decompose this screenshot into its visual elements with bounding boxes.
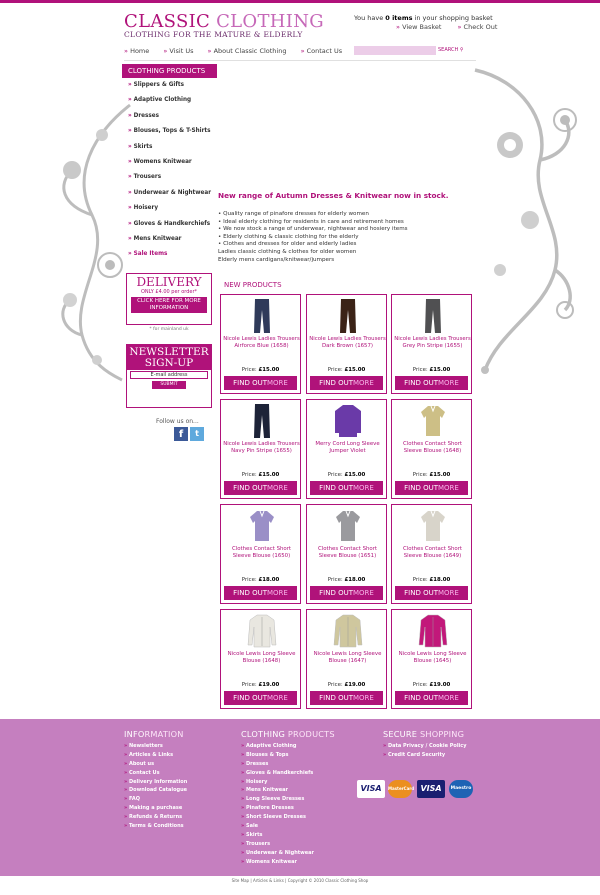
price-value: £19.00 (429, 682, 451, 688)
footer-info-link[interactable]: » Download Catalogue (124, 787, 187, 796)
intro-bullet: Elderly mens cardigans/knitwear/jumpers (218, 256, 335, 263)
product-price (392, 367, 471, 373)
footer-secure-title-1: SECURE (383, 729, 418, 739)
product-card[interactable] (220, 609, 301, 709)
footer-info-link[interactable]: » Making a purchase (124, 805, 187, 814)
product-card[interactable] (306, 294, 387, 394)
footer-info-title-1: INFO (124, 729, 145, 739)
footer-product-link[interactable]: » Dresses (241, 761, 335, 770)
footer-products-title-2: PRODUCTS (287, 729, 335, 739)
nav-home-label: Home (130, 47, 150, 55)
footer-info-link[interactable]: » About us (124, 761, 187, 770)
footer-product-link[interactable]: » Adaptive Clothing (241, 743, 335, 752)
delivery-note: * for mainland uk (149, 327, 189, 332)
product-name[interactable]: Nicole Lewis Long Sleeve Blouse (1645) (398, 651, 467, 664)
price-value: £15.00 (258, 472, 280, 478)
basket-links (396, 23, 513, 31)
nav-visit-label: Visit Us (169, 47, 194, 55)
footer-info-link[interactable]: » Refunds & Returns (124, 814, 187, 823)
product-card[interactable] (220, 399, 301, 499)
basket-count: 0 items (385, 14, 413, 22)
product-grid (220, 294, 473, 712)
price-value: £15.00 (344, 367, 366, 373)
more-label: MORE (353, 694, 374, 702)
price-label: Price: (327, 472, 343, 478)
product-price (221, 682, 300, 688)
more-label: MORE (353, 379, 374, 387)
price-value: £19.00 (344, 682, 366, 688)
new-products-heading: NEW PRODUCTS (224, 281, 282, 289)
product-name[interactable]: Clothes Contact Short Sleeve Blouse (1649) (402, 546, 463, 559)
footer-products-title (241, 729, 335, 739)
product-name[interactable]: Nicole Lewis Ladies Trousers Dark Brown (1657) (309, 336, 386, 349)
find-out-more-button[interactable] (395, 691, 468, 705)
checkout-link[interactable]: » Check Out (457, 23, 498, 31)
more-label: MORE (267, 379, 288, 387)
decorative-swirl-right (470, 60, 580, 380)
product-price (221, 472, 300, 478)
price-value: £19.00 (258, 682, 280, 688)
sidebar-categories (124, 82, 224, 267)
more-label: MORE (438, 694, 459, 702)
sidebar-item-skirts[interactable]: » Skirts (124, 144, 224, 159)
product-name[interactable]: Nicole Lewis Ladies Trousers Airforce Blue (1658) (223, 336, 300, 349)
product-card[interactable] (391, 294, 472, 394)
search-button-label: SEARCH (438, 47, 459, 53)
price-label: Price: (412, 367, 428, 373)
payment-card-logos (357, 780, 477, 800)
price-value: £15.00 (344, 472, 366, 478)
shirt-icon[interactable] (247, 613, 277, 649)
product-card[interactable] (306, 504, 387, 604)
site-logo[interactable] (124, 11, 324, 32)
visa-logo: VISA (357, 780, 385, 798)
delivery-subtitle: ONLY £4.00 per order* (140, 289, 198, 295)
footer-info-link[interactable]: » Terms & Conditions (124, 823, 187, 832)
follow-label: Follow us on... (156, 418, 199, 425)
find-out-label: FIND OUT (233, 589, 267, 597)
footer-secure-list (383, 743, 466, 761)
find-out-label: FIND OUT (404, 589, 438, 597)
jumper-icon[interactable] (333, 403, 363, 439)
find-out-more-button[interactable] (224, 481, 297, 495)
product-price (392, 472, 471, 478)
delivery-banner[interactable] (126, 273, 212, 325)
find-out-label: FIND OUT (404, 379, 438, 387)
more-label: MORE (438, 484, 459, 492)
more-label: MORE (438, 379, 459, 387)
newsletter-box (126, 344, 212, 408)
footer-product-link[interactable]: » Trousers (241, 841, 335, 850)
sidebar-item-gloves[interactable]: » Gloves & Handkerchiefs (124, 221, 224, 236)
sidebar-heading: CLOTHING PRODUCTS (122, 64, 217, 78)
product-card[interactable] (306, 609, 387, 709)
newsletter-submit-button[interactable]: SUBMIT (152, 381, 186, 389)
footer-secure-link[interactable]: » Credit Card Security (383, 752, 466, 761)
price-value: £15.00 (258, 367, 280, 373)
find-out-more-button[interactable] (224, 376, 297, 390)
shirt-icon[interactable] (418, 613, 448, 649)
newsletter-title: NEWSLETTER SIGN-UP (127, 345, 211, 370)
intro-bullet: • Elderly clothing & classic clothing for the elderly (218, 234, 408, 242)
find-out-more-button[interactable] (310, 586, 383, 600)
blouse-icon[interactable] (418, 508, 448, 544)
intro-bullet: • We now stock a range of underwear, nightwear and hosiery items (218, 226, 408, 234)
product-name[interactable]: Clothes Contact Short Sleeve Blouse (1648) (402, 441, 463, 454)
nav-visit-us[interactable]: » Visit Us (163, 47, 194, 55)
sidebar-item-blouses[interactable]: » Blouses, Tops & T-Shirts (124, 128, 224, 143)
product-card[interactable] (220, 294, 301, 394)
footer-products-list (241, 743, 335, 867)
more-label: MORE (267, 484, 288, 492)
search-button[interactable] (438, 47, 464, 53)
product-name[interactable]: Nicole Lewis Long Sleeve Blouse (1648) (227, 651, 296, 664)
product-price (307, 577, 386, 583)
footer-info-column (124, 729, 187, 832)
newsletter-email-field[interactable]: E-mail address (130, 371, 208, 379)
footer-secure-column (383, 729, 466, 761)
shirt-icon[interactable] (333, 613, 363, 649)
price-label: Price: (241, 577, 257, 583)
price-value: £18.00 (258, 577, 280, 583)
more-label: MORE (353, 484, 374, 492)
maestro-logo: Maestro (449, 780, 473, 798)
more-label: MORE (267, 694, 288, 702)
trousers-icon[interactable] (247, 403, 277, 439)
footer-info-link[interactable]: » FAQ (124, 796, 187, 805)
view-basket-label: View Basket (402, 23, 442, 31)
product-price (392, 682, 471, 688)
intro-bullet: • Quality range of pinafore dresses for elderly women (218, 211, 408, 219)
find-out-more-button[interactable] (224, 691, 297, 705)
twitter-icon[interactable]: t (190, 427, 204, 441)
product-price (307, 367, 386, 373)
find-out-more-button[interactable] (224, 586, 297, 600)
product-price (307, 682, 386, 688)
sidebar-item-dresses[interactable]: » Dresses (124, 113, 224, 128)
find-out-more-button[interactable] (395, 376, 468, 390)
footer-info-title (124, 729, 187, 739)
sidebar-item-knitwear[interactable]: » Womens Knitwear (124, 159, 224, 174)
footer-secure-title-2: SHOPPING (419, 729, 465, 739)
trousers-icon[interactable] (418, 298, 448, 334)
footer-secure-title (383, 729, 466, 739)
product-card[interactable] (306, 399, 387, 499)
price-label: Price: (327, 367, 343, 373)
product-name[interactable]: Nicole Lewis Long Sleeve Blouse (1647) (313, 651, 382, 664)
price-label: Price: (327, 577, 343, 583)
logo-tagline: CLOTHING FOR THE MATURE & ELDERLY (124, 30, 303, 39)
price-label: Price: (412, 682, 428, 688)
top-accent-bar (0, 0, 600, 3)
product-name[interactable]: Clothes Contact Short Sleeve Blouse (1651) (317, 546, 378, 559)
intro-bullets (218, 211, 408, 264)
price-label: Price: (412, 472, 428, 478)
product-card[interactable] (391, 399, 472, 499)
sidebar-item-hoisery[interactable]: » Hoisery (124, 205, 224, 220)
product-price (221, 577, 300, 583)
footer-info-list (124, 743, 187, 832)
product-name[interactable]: Nicole Lewis Ladies Trousers Grey Pin Stripe (1655) (394, 336, 471, 349)
main-headline: New range of Autumn Dresses & Knitwear now in stock. (218, 191, 449, 200)
basket-status (354, 14, 493, 22)
nav-home[interactable]: » Home (124, 47, 150, 55)
more-label: MORE (353, 589, 374, 597)
sidebar-item-slippers[interactable]: » Slippers & Gifts (124, 82, 224, 97)
find-out-label: FIND OUT (319, 694, 353, 702)
price-label: Price: (327, 682, 343, 688)
logo-word-2: CLOTHING (216, 11, 324, 32)
price-label: Price: (241, 367, 257, 373)
delivery-title: DELIVERY (136, 275, 202, 289)
copyright-line: Site Map | Articles & Links | Copyright © 2010 Classic Clothing Shop (231, 878, 369, 883)
footer-product-link[interactable]: » Blouses & Tops (241, 752, 335, 761)
footer-product-link[interactable]: » Short Sleeve Dresses (241, 814, 335, 823)
more-label: MORE (438, 589, 459, 597)
find-out-more-button[interactable] (395, 481, 468, 495)
find-out-label: FIND OUT (319, 589, 353, 597)
nav-about-label: About Classic Clothing (213, 47, 287, 55)
sidebar-item-adaptive[interactable]: » Adaptive Clothing (124, 97, 224, 112)
price-value: £18.00 (429, 577, 451, 583)
basket-text-before: You have (354, 14, 384, 22)
mastercard-logo: MasterCard (388, 780, 412, 798)
visa-electron-logo: VISA (417, 780, 445, 798)
trousers-icon[interactable] (333, 298, 363, 334)
find-out-label: FIND OUT (233, 484, 267, 492)
product-card[interactable] (220, 504, 301, 604)
price-value: £15.00 (429, 367, 451, 373)
find-out-more-button[interactable] (310, 481, 383, 495)
product-card[interactable] (391, 609, 472, 709)
footer-product-link[interactable]: » Gloves & Handkerchiefs (241, 770, 335, 779)
intro-bullet: • Clothes and dresses for older and elderly ladies (218, 241, 408, 249)
price-value: £18.00 (344, 577, 366, 583)
search-icon: ⚲ (459, 47, 464, 53)
footer-product-link[interactable]: » Underwear & Nightwear (241, 850, 335, 859)
footer-products-title-1: CLOTHING (241, 729, 286, 739)
nav-divider (124, 60, 476, 61)
price-label: Price: (241, 682, 257, 688)
intro-bullet: • Ideal elderly clothing for residents in care and retirement homes (218, 219, 408, 227)
sidebar-item-mens-knitwear[interactable]: » Mens Knitwear (124, 236, 224, 251)
trousers-icon[interactable] (247, 298, 277, 334)
footer-secure-link[interactable]: » Data Privacy / Cookie Policy (383, 743, 466, 752)
nav-contact-label: Contact Us (306, 47, 343, 55)
checkout-label: Check Out (463, 23, 498, 31)
find-out-more-button[interactable] (310, 691, 383, 705)
view-basket-link[interactable]: » View Basket (396, 23, 442, 31)
product-price (307, 472, 386, 478)
more-label: MORE (267, 589, 288, 597)
delivery-info-button[interactable]: CLICK HERE FOR MORE INFORMATION (131, 297, 207, 313)
footer-product-link[interactable]: » Mens Knitwear (241, 787, 335, 796)
nav-contact[interactable]: » Contact Us (300, 47, 343, 55)
product-name[interactable]: Clothes Contact Short Sleeve Blouse (1650) (231, 546, 292, 559)
footer-products-column (241, 729, 335, 867)
product-name[interactable]: Merry Cord Long Sleeve Jumper Violet (315, 441, 380, 454)
nav-about[interactable]: » About Classic Clothing (207, 47, 287, 55)
sidebar-item-sale[interactable]: » Sale Items (124, 251, 224, 266)
product-name[interactable]: Nicole Lewis Ladies Trousers Navy Pin Stripe (1655) (223, 441, 300, 454)
basket-text-after: in your shopping basket (414, 14, 493, 22)
sidebar-item-trousers[interactable]: » Trousers (124, 174, 224, 189)
footer-product-link[interactable]: » Womens Knitwear (241, 859, 335, 868)
price-value: £15.00 (429, 472, 451, 478)
footer-product-link[interactable]: » Long Sleeve Dresses (241, 796, 335, 805)
find-out-label: FIND OUT (233, 694, 267, 702)
footer-info-title-2: RMATION (144, 729, 184, 739)
blouse-icon[interactable] (247, 508, 277, 544)
footer (0, 719, 600, 876)
find-out-label: FIND OUT (319, 379, 353, 387)
footer-product-link[interactable]: » Skirts (241, 832, 335, 841)
footer-info-link[interactable]: » Delivery Information (124, 779, 187, 788)
price-label: Price: (412, 577, 428, 583)
footer-info-link[interactable]: » Articles & Links (124, 752, 187, 761)
find-out-label: FIND OUT (404, 484, 438, 492)
facebook-icon[interactable]: f (174, 427, 188, 441)
footer-info-link[interactable]: » Contact Us (124, 770, 187, 779)
search-input[interactable] (354, 46, 436, 55)
intro-bullet: Ladies classic clothing & clothes for older women (218, 248, 357, 255)
sidebar-item-underwear[interactable]: » Underwear & Nightwear (124, 190, 224, 205)
find-out-more-button[interactable] (395, 586, 468, 600)
product-price (221, 367, 300, 373)
footer-info-link[interactable]: » Newsletters (124, 743, 187, 752)
blouse-icon[interactable] (418, 403, 448, 439)
find-out-label: FIND OUT (404, 694, 438, 702)
product-price (392, 577, 471, 583)
footer-product-link[interactable]: » Hoisery (241, 779, 335, 788)
find-out-more-button[interactable] (310, 376, 383, 390)
blouse-icon[interactable] (333, 508, 363, 544)
decorative-swirl-left (52, 95, 132, 385)
find-out-label: FIND OUT (233, 379, 267, 387)
logo-word-1: CLASSIC (124, 11, 211, 32)
price-label: Price: (241, 472, 257, 478)
find-out-label: FIND OUT (319, 484, 353, 492)
product-card[interactable] (391, 504, 472, 604)
footer-product-link[interactable]: » Sale (241, 823, 335, 832)
footer-product-link[interactable]: » Pinafore Dresses (241, 805, 335, 814)
